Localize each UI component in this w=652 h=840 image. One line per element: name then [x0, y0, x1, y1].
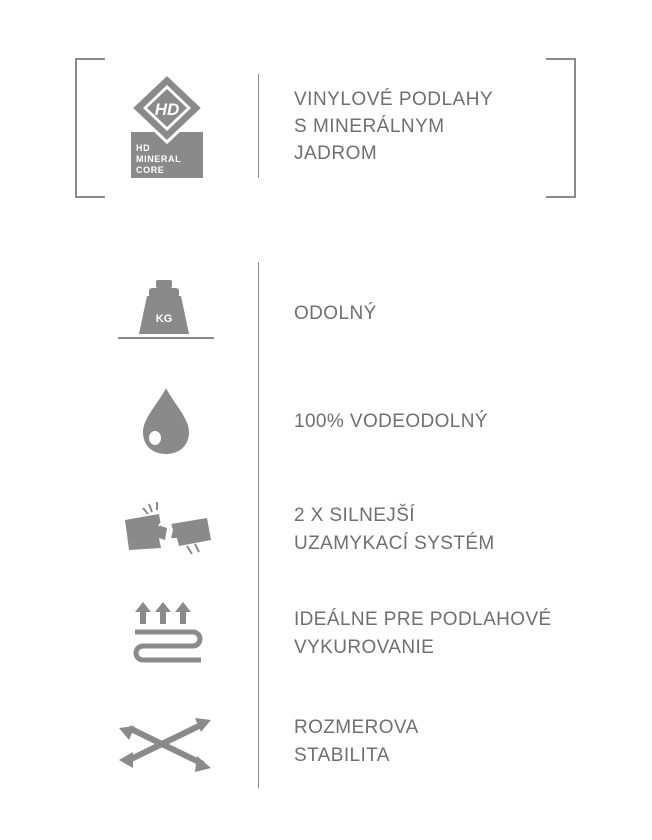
logo-caption-line-1: HD: [136, 143, 151, 153]
title-line-3: JADROM: [294, 143, 378, 164]
feature-label-stability: [294, 714, 624, 770]
water-drop-icon: [115, 384, 225, 456]
feature-label-line: ODOLNÝ: [294, 303, 377, 324]
hd-badge-text: HD: [154, 100, 180, 119]
feature-label-heating: [294, 606, 624, 662]
feature-label-line: 100% VODEODOLNÝ: [294, 411, 488, 432]
feature-label-line: UZAMYKACÍ SYSTÉM: [294, 533, 495, 554]
feature-label-line: 2 X SILNEJŠÍ: [294, 505, 415, 526]
header-divider: [258, 74, 259, 178]
title-line-1: VINYLOVÉ PODLAHY: [294, 89, 494, 110]
feature-label-line: VYKUROVANIE: [294, 637, 435, 658]
feature-label-line: STABILITA: [294, 745, 390, 766]
feature-label-waterproof: [294, 408, 624, 436]
feature-label-durable: [294, 300, 624, 328]
right-bracket: [546, 58, 576, 198]
logo-caption-line-2: MINERAL: [136, 154, 182, 164]
feature-label-line: IDEÁLNE PRE PODLAHOVÉ: [294, 609, 552, 630]
locking-joint-icon: [115, 498, 225, 558]
kg-label: KG: [155, 313, 173, 325]
hd-mineral-core-logo: [128, 72, 206, 178]
weight-kg-icon: [115, 276, 225, 342]
title-line-2: S MINERÁLNYM: [294, 116, 445, 137]
product-title: [294, 86, 544, 167]
logo-caption-line-3: CORE: [136, 165, 165, 175]
feature-label-locking: [294, 502, 624, 558]
dimensional-stability-arrows-icon: [115, 714, 225, 774]
feature-label-line: ROZMEROVA: [294, 717, 419, 738]
left-bracket: [75, 58, 105, 198]
header: [0, 0, 652, 210]
underfloor-heating-icon: [115, 602, 225, 670]
features-divider: [258, 262, 259, 788]
